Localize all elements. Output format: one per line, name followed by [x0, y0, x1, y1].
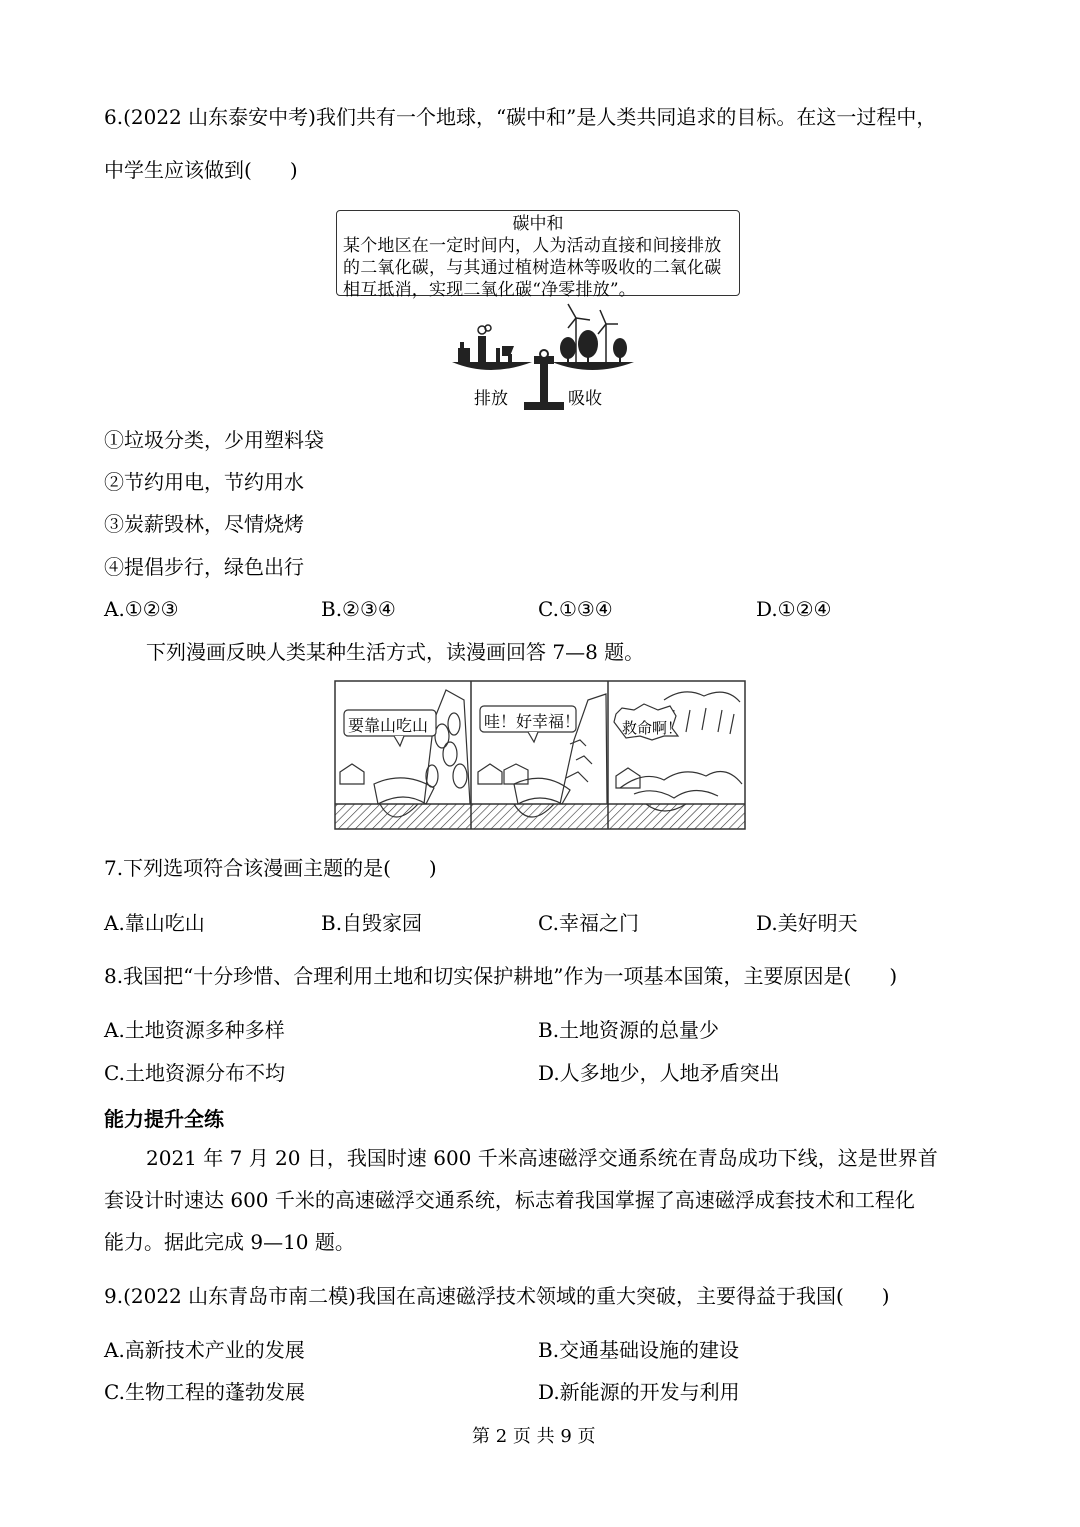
q8-stem-text: 8.我国把“十分珍惜、合理利用土地和切实保护耕地”作为一项基本国策，主要原因是(: [104, 964, 852, 988]
intro-9-10-line3: 能力。据此完成 9—10 题。: [104, 1230, 355, 1254]
q8-option-a[interactable]: A.土地资源多种多样: [104, 1018, 285, 1042]
q6-stem-line1: 6.(2022 山东泰安中考)我们共有一个地球，“碳中和”是人类共同追求的目标。在这一过程中，: [104, 105, 937, 129]
factory-icon: [458, 325, 514, 362]
q7-option-d[interactable]: D.美好明天: [756, 911, 858, 935]
comic-bubble-3-text: 救命啊！: [622, 719, 683, 737]
q9-stem: [104, 1284, 890, 1308]
q9-stem-text: 9.(2022 山东青岛市南二模)我国在高速磁浮技术领域的重大突破，主要得益于我国(: [104, 1284, 844, 1308]
q7-option-b[interactable]: B.自毁家园: [321, 911, 423, 935]
q7-stem: [104, 856, 437, 880]
q7-stem-text: 7.下列选项符合该漫画主题的是(: [104, 856, 391, 880]
q9-option-c[interactable]: C.生物工程的蓬勃发展: [104, 1380, 305, 1404]
balance-scale-figure: [440, 298, 650, 414]
q9-option-a[interactable]: A.高新技术产业的发展: [104, 1338, 305, 1362]
q6-stem-text: 中学生应该做到(: [104, 158, 252, 182]
intro-9-10-line1: 2021 年 7 月 20 日，我国时速 600 千米高速磁浮交通系统在青岛成功下线，这是世界首: [146, 1146, 938, 1170]
q7-stem-close: ): [428, 856, 437, 880]
q8-option-c[interactable]: C.土地资源分布不均: [104, 1061, 285, 1085]
q8-option-d[interactable]: D.人多地少，人地矛盾突出: [538, 1061, 780, 1085]
q6-stem-close: ): [289, 158, 298, 182]
carbon-neutral-definition-box: [336, 210, 740, 300]
q8-option-b[interactable]: B.土地资源的总量少: [538, 1018, 720, 1042]
q6-item-2: ②节约用电，节约用水: [104, 470, 304, 494]
balance-scale-illustration: [440, 298, 650, 414]
comic-bubble-1-text: 要靠山吃山: [348, 716, 429, 735]
left-pan: [452, 362, 532, 370]
q6-item-3: ③炭薪毁林，尽情烧烤: [104, 512, 304, 536]
q6-item-4: ④提倡步行，绿色出行: [104, 555, 304, 579]
intro-7-8: 下列漫画反映人类某种生活方式，读漫画回答 7—8 题。: [146, 640, 645, 664]
comic-bubble-2-text: 哇！好幸福！: [484, 712, 581, 731]
q8-stem-close: ): [889, 964, 898, 988]
intro-9-10-line2: 套设计时速达 600 千米的高速磁浮交通系统，标志着我国掌握了高速磁浮成套技术和工程化: [104, 1188, 915, 1212]
q9-option-b[interactable]: B.交通基础设施的建设: [538, 1338, 740, 1362]
q7-option-a[interactable]: A.靠山吃山: [104, 911, 205, 935]
box-body: 某个地区在一定时间内，人为活动直接和间接排放的二氧化碳，与其通过植树造林等吸收的二氧化碳相互抵消，实现二氧化碳“净零排放”。: [343, 236, 722, 300]
q6-stem-line2: [104, 158, 298, 182]
q6-item-1: ①垃圾分类，少用塑料袋: [104, 428, 324, 452]
q7-option-c[interactable]: C.幸福之门: [538, 911, 639, 935]
tree-icon: [560, 330, 627, 362]
scale-left-label: 排放: [474, 389, 508, 409]
q6-option-c[interactable]: C.①③④: [538, 597, 613, 621]
comic-figure: [334, 680, 746, 830]
q8-stem: [104, 964, 897, 988]
q6-option-d[interactable]: D.①②④: [756, 597, 832, 621]
comic-illustration: [334, 680, 746, 830]
q9-option-d[interactable]: D.新能源的开发与利用: [538, 1380, 740, 1404]
page-footer: 第 2 页 共 9 页: [472, 1426, 596, 1447]
q6-option-a[interactable]: A.①②③: [104, 597, 179, 621]
section-heading: 能力提升全练: [104, 1107, 224, 1131]
q9-stem-close: ): [881, 1284, 890, 1308]
box-title: 碳中和: [512, 214, 564, 234]
q6-option-b[interactable]: B.②③④: [321, 597, 396, 621]
right-pan: [552, 362, 634, 370]
scale-right-label: 吸收: [568, 389, 602, 409]
